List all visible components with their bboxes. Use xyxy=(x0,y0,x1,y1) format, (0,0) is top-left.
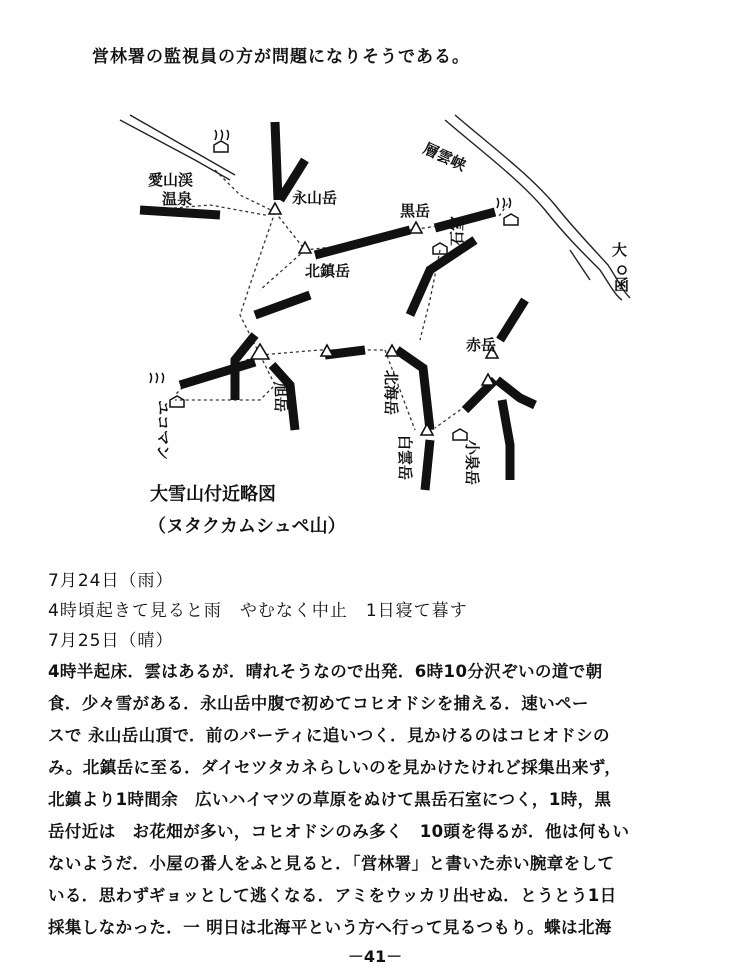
page-number: －41－ xyxy=(347,947,403,966)
diary-line: いる．思わずギョッとして逃くなる．アミをウッカリ出せぬ．とうとう1日 xyxy=(48,886,617,905)
ridge-thick-lines xyxy=(140,122,535,490)
top-sentence: 営林署の監視員の方が問題になりそうである。 xyxy=(92,47,470,67)
label-hakuun: 白雲岳 xyxy=(396,435,414,481)
diary-line: ないようだ．小屋の番人をふと見ると．「営林署」と書いた赤い腕章をして xyxy=(48,854,615,873)
diary-line: 4時半起床．雲はあるが．晴れそうなので出発．6時10分沢ぞいの道で朝 xyxy=(48,662,603,681)
diary-date-1: 7月24日（雨） xyxy=(48,571,174,591)
diary-line: 岳付近は お花畑が多い，コヒオドシのみ多く 10頭を得るが．他は何もい xyxy=(48,822,630,841)
diary-date-2: 7月25日（晴） xyxy=(48,631,174,651)
map-labels xyxy=(148,139,629,485)
diary-line: 食．少々雪がある．永山岳中腹で初めてコヒオドシを捕える．速いペー xyxy=(48,694,589,713)
river-lines xyxy=(120,115,630,300)
diary-entry-1: 4時頃起きて見ると雨 やむなく中止 1日寝て暮す xyxy=(48,601,468,621)
label-nagayama: 永山岳 xyxy=(292,189,338,207)
diary-line: 北鎮より1時間余 広いハイマツの草原をぬけて黒岳石室につく，1時，黒 xyxy=(48,790,612,809)
diary-line: 採集しなかった．一 明日は北海平という方へ行って見るつもり。蝶は北海 xyxy=(48,918,612,937)
label-ishimuro: 石室 xyxy=(448,215,466,246)
diary-line: み。北鎮岳に至る．ダイセツタカネらしいのを見かけたけれど採集出来ず， xyxy=(48,758,622,777)
trail-dotted-lines xyxy=(150,170,510,430)
label-kurodake: 黒岳 xyxy=(400,202,431,220)
label-soun-kyo: 層雲峡 xyxy=(420,139,469,175)
label-yuko-man: ユコマン xyxy=(154,400,172,461)
label-onsen: 温泉 xyxy=(162,190,193,208)
label-hokkai: 北海岳 xyxy=(382,370,400,416)
label-akadake: 赤岳 xyxy=(466,336,497,354)
label-dai: 大 xyxy=(612,241,628,259)
label-asahi: 旭岳 xyxy=(272,382,290,413)
label-hako: 函 xyxy=(614,276,630,294)
map-caption: 大雪山付近略図 xyxy=(150,484,276,505)
label-aizan: 愛山渓 xyxy=(148,171,194,189)
label-koizumi: 小泉岳 xyxy=(463,440,481,486)
diary-line: スで 永山岳山頂で．前のパーティに追いつく．見かけるのはコヒオドシの xyxy=(48,726,610,745)
map-subcaption: （ヌタクカムシュペ山） xyxy=(148,516,346,537)
daisetsuzan-sketch-map xyxy=(100,100,640,500)
label-hokuchin: 北鎮岳 xyxy=(305,262,351,280)
